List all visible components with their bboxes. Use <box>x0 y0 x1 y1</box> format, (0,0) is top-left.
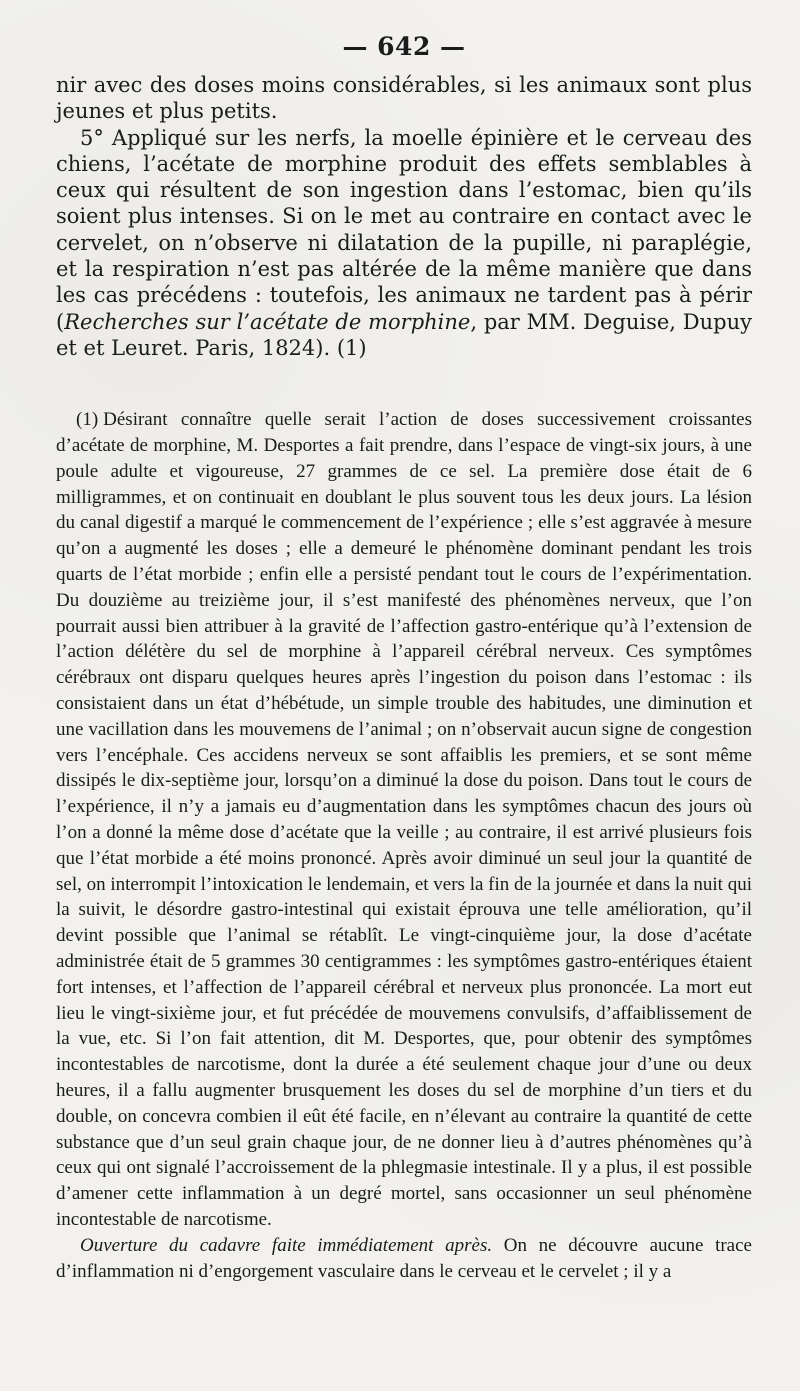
main-paragraph-five-tail: , par MM. Deguise, Dupuy et et Leuret. Paris, 1824). (1) <box>56 309 752 360</box>
footnote-autopsy-paragraph <box>56 1233 752 1285</box>
footnote-marker: (1) <box>76 409 99 431</box>
autopsy-heading: Ouverture du cadavre faite immédiatement après. <box>80 1234 493 1256</box>
main-paragraph-five-text: 5° Appliqué sur les nerfs, la moelle épinière et le cerveau des chiens, l’acétate de morphine produit des effets semblables à ceux qui résultent de son ingestion dans l’estomac, bien qu’ils soient plus intenses. Si on le met au contraire en contact avec le cervelet, on n’observe ni dilatation de la pupille, ni paraplégie, et la respiration n’est pas altérée de la même manière que dans les cas précédens : toutefois, les animaux ne tardent pas à périr ( <box>56 125 752 334</box>
main-paragraph-continuation: nir avec des doses moins considérables, si les animaux sont plus jeunes et plus petits. <box>56 73 752 124</box>
cited-title: Recherches sur l’acétate de morphine <box>64 309 471 334</box>
footnote-paragraph-text: Désirant connaître quelle serait l’action de doses successivement croissantes d’acétate de morphine, M. Desportes a fait prendre, dans l’espace de vingt-six jours, à une poule adulte et vigoureuse, 27 grammes de ce sel. La première dose était de 6 milligrammes, et on continuait en doublant le plus souvent tous les deux jours. La lésion du canal digestif a marqué le commencement de l’expérience ; elle s’est aggravée à mesure qu’on a augmenté les doses ; elle a demeuré le phénomène dominant pendant les trois quarts de l’état morbide ; enfin elle a persisté pendant tout le cours de l’expérimentation. Du douzième au treizième jour, il s’est manifesté des phénomènes nerveux, que l’on pourrait aussi bien attribuer à la gravité de l’affection gastro-entérique qu’à l’extension de l’action délétère du sel de morphine à l’appareil cérébral nerveux. Ces symptômes cérébraux ont disparu quelques heures après l’ingestion du poison dans l’estomac : ils consistaient dans un état d’hébétude, un simple trouble des habitudes, une diminution et une vacillation dans les mouvemens de l’animal ; on n’observait aucun signe de congestion vers l’encéphale. Ces accidens nerveux se sont affaiblis les premiers, et se sont même dissipés le dix-septième jour, lorsqu’on a diminué la dose du poison. Dans tout le cours de l’expérience, il n’y a jamais eu d’augmentation dans les symptômes chacun des jours où l’on a donné la même dose d’acétate que la veille ; au contraire, il est arrivé plusieurs fois que l’état morbide a été moins prononcé. Après avoir diminué un seul jour la quantité de sel, on interrompit l’intoxication le lendemain, et vers la fin de la journée et dans la nuit qui la suivit, le désordre gastro-intestinal qui existait éprouva une telle amélioration, qu’il devint possible que l’animal se rétablît. Le vingt-cinquième jour, la dose d’acétate administrée était de 5 grammes 30 centigrammes : les symptômes gastro-entériques étaient fort intenses, et l’affection de l’appareil cérébral et nerveux plus prononcée. La mort eut lieu le vingt-sixième jour, et fut précédée de mouvemens convulsifs, d’affaiblissement de la vue, etc. Si l’on fait attention, dit M. Desportes, que, pour obtenir des symptômes incontestables de narcotisme, dont la durée a été seulement chaque jour d’une ou deux heures, il a fallu augmenter brusquement les doses du sel de morphine d’un tiers et du double, on concevra combien il eût été facile, en n’élevant au contraire la quantité de cette substance que d’un seul grain chaque jour, de ne donner lieu à d’autres phénomènes qu’à ceux qui ont signalé l’accroissement de la phlegmasie intestinale. Il y a plus, il est possible d’amener cette inflammation à un degré mortel, sans occasionner un seul phénomène incontestable de narcotisme. <box>56 409 752 1230</box>
footnote-paragraph <box>56 407 752 1233</box>
main-text <box>56 72 752 361</box>
autopsy-text: On ne découvre aucune trace d’inflammation ni d’engorgement vasculaire dans le cerveau et le cervelet ; il y a <box>56 1234 752 1282</box>
main-paragraph-five <box>56 125 752 362</box>
footnote <box>56 407 752 1284</box>
page-number: — 642 — <box>342 32 466 61</box>
